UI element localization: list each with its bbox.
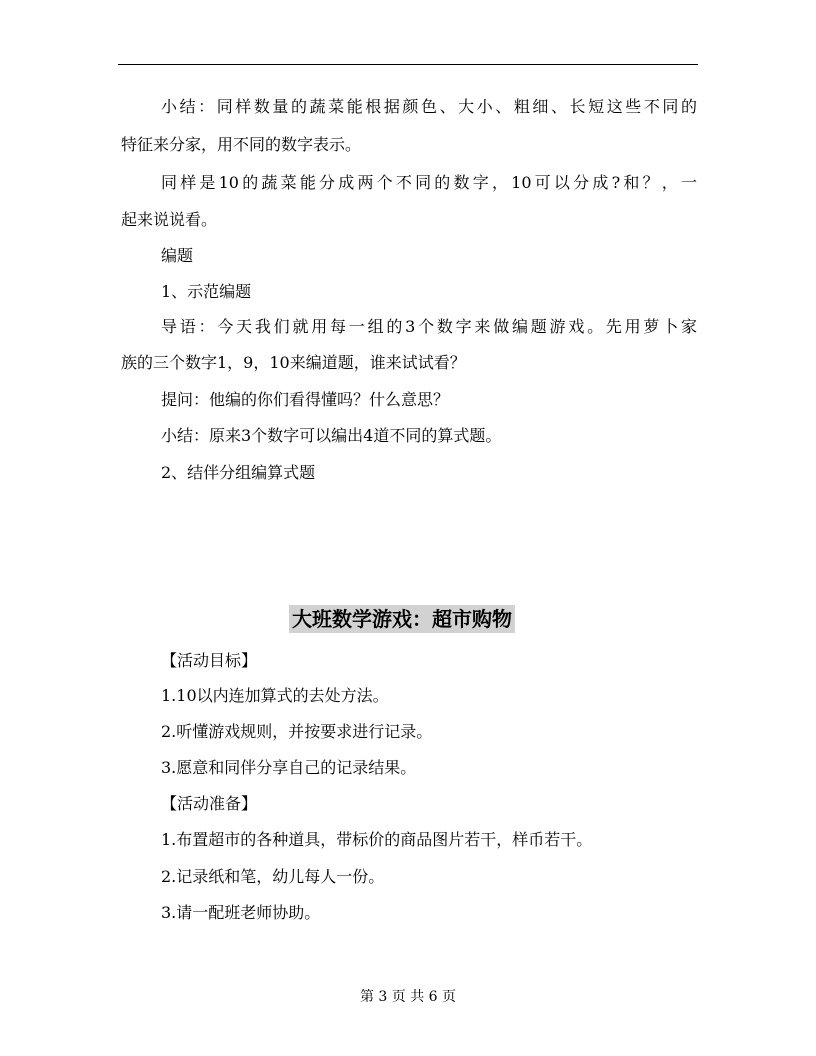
body-line-11: 2、结伴分组编算式题 (161, 463, 316, 482)
goal-item-1: 1.10以内连加算式的去处方法。 (161, 686, 389, 705)
body-line-2: 特征来分家，用不同的数字表示。 (121, 135, 362, 154)
body-line-7: 导语：今天我们就用每一组的3个数字来做编题游戏。先用萝卜家 (161, 317, 697, 336)
body-line-6: 1、示范编题 (161, 282, 252, 301)
body-line-5: 编题 (161, 246, 194, 265)
prep-item-1: 1.布置超市的各种道具，带标价的商品图片若干，样币若干。 (161, 830, 593, 849)
page-number-footer: 第 3 页 共 6 页 (359, 989, 457, 1005)
body-line-1: 小结：同样数量的蔬菜能根据颜色、大小、粗细、长短这些不同的 (161, 97, 697, 116)
prep-item-2: 2.记录纸和笔，幼儿每人一份。 (161, 867, 385, 886)
body-line-3: 同样是10的蔬菜能分成两个不同的数字，10可以分成?和？，一 (161, 173, 697, 192)
body-line-9: 提问：他编的你们看得懂吗？什么意思？ (161, 390, 450, 409)
goal-item-2: 2.听懂游戏规则，并按要求进行记录。 (161, 722, 433, 741)
body-line-10: 小结：原来3个数字可以编出4道不同的算式题。 (161, 426, 502, 445)
prep-heading: 【活动准备】 (161, 794, 258, 813)
body-line-8: 族的三个数字1，9，10来编道题，谁来试试看？ (121, 353, 466, 372)
goals-heading: 【活动目标】 (161, 651, 258, 670)
goal-item-3: 3.愿意和同伴分享自己的记录结果。 (161, 758, 417, 777)
prep-item-3: 3.请一配班老师协助。 (161, 903, 321, 922)
body-line-4: 起来说说看。 (121, 210, 218, 229)
section-title: 大班数学游戏：超市购物 (289, 605, 515, 633)
header-rule (118, 64, 698, 65)
